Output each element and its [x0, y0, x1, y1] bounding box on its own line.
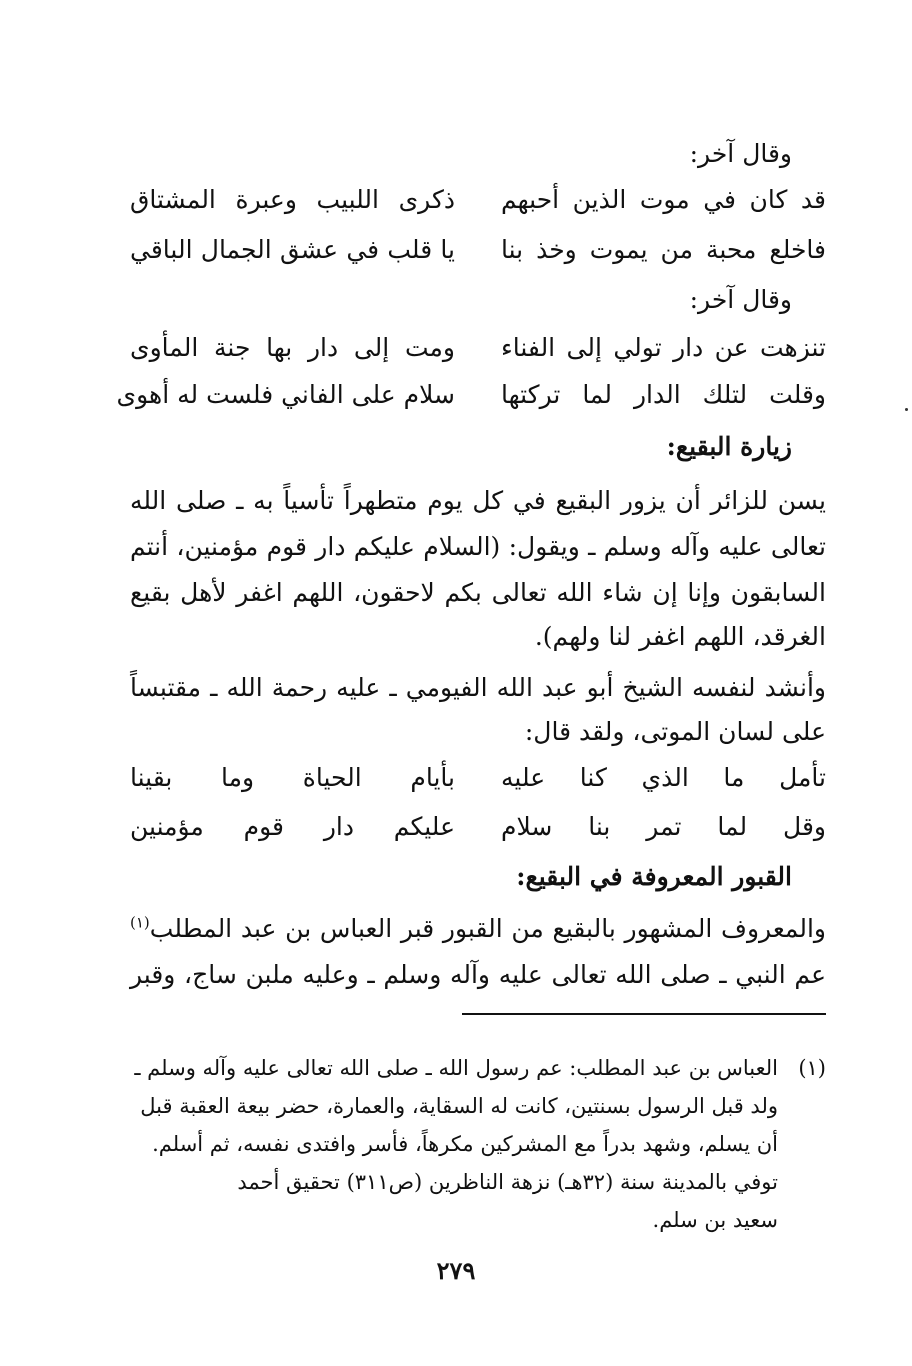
verse-second-hemistich: ومت إلى دار بها جنة المأوى [130, 333, 455, 362]
verse-second-hemistich: بأيام الحياة وما بقينا [130, 763, 455, 792]
footnote-line: توفي بالمدينة سنة (٣٢هـ) نزهة الناظرين (ص٣١١) تحقيق أحمد [237, 1170, 778, 1194]
poem-intro: وقال آخر: [689, 139, 792, 168]
paragraph-line [130, 912, 826, 946]
verse-first-hemistich: وقلت لتلك الدار لما تركتها [501, 380, 826, 409]
page-number: ٢٧٩ [436, 1256, 476, 1285]
verse-second-hemistich: يا قلب في عشق الجمال الباقي [130, 235, 455, 264]
poem-verse [130, 230, 826, 270]
paragraph-line: الغرقد، اللهم اغفر لنا ولهم). [534, 622, 826, 651]
poem-verse [130, 807, 826, 847]
section-heading: زيارة البقيع: [666, 432, 792, 461]
paragraph-line: يسن للزائر أن يزور البقيع في كل يوم متطهراً تأسياً به ـ صلى الله [130, 486, 826, 515]
scan-speck [905, 408, 908, 411]
footnote-line: العباس بن عبد المطلب: عم رسول الله ـ صلى الله تعالى عليه وآله وسلم ـ [134, 1056, 778, 1080]
verse-second-hemistich: عليكم دار قوم مؤمنين [130, 812, 455, 841]
poem-verse [130, 180, 826, 220]
paragraph-line: عم النبي ـ صلى الله تعالى عليه وآله وسلم ـ وعليه ملبن ساج، وقبر [130, 960, 826, 989]
section-heading: القبور المعروفة في البقيع: [516, 862, 792, 891]
footnote-marker: (١) [798, 1056, 826, 1080]
verse-second-hemistich: سلام على الفاني فلست له أهوى [116, 380, 455, 409]
verse-first-hemistich: تنزهت عن دار تولي إلى الفناء [501, 333, 826, 362]
footnote-separator [462, 1013, 826, 1015]
paragraph-line: وأنشد لنفسه الشيخ أبو عبد الله الفيومي ـ عليه رحمة الله ـ مقتبساً [130, 673, 826, 702]
paragraph-line: السابقون وإنا إن شاء الله تعالى بكم لاحقون، اللهم اغفر لأهل بقيع [130, 578, 826, 607]
poem-verse [130, 328, 826, 368]
footnote-line: أن يسلم، وشهد بدراً مع المشركين مكرهاً، فأسر وافتدى نفسه، ثم أسلم. [152, 1132, 778, 1156]
verse-second-hemistich: ذكرى اللبيب وعبرة المشتاق [130, 185, 455, 214]
poem-intro: وقال آخر: [689, 285, 792, 314]
verse-first-hemistich: قد كان في موت الذين أحبهم [501, 185, 826, 214]
paragraph-line: على لسان الموتى، ولقد قال: [524, 717, 826, 746]
paragraph-text: والمعروف المشهور بالبقيع من القبور قبر العباس بن عبد المطلب [149, 914, 826, 943]
paragraph-line: تعالى عليه وآله وسلم ـ ويقول: (السلام عليكم دار قوم مؤمنين، أنتم [130, 532, 826, 561]
verse-first-hemistich: تأمل ما الذي كنا عليه [501, 763, 826, 792]
verse-first-hemistich: فاخلع محبة من يموت وخذ بنا [501, 235, 826, 264]
poem-verse [116, 375, 826, 415]
footnote-line: سعيد بن سلم. [652, 1208, 778, 1232]
footnote-line: ولد قبل الرسول بسنتين، كانت له السقاية، والعمارة، حضر بيعة العقبة قبل [140, 1094, 778, 1118]
poem-verse [130, 758, 826, 798]
verse-first-hemistich: وقل لما تمر بنا سلام [501, 812, 826, 841]
footnote-reference: (١) [130, 913, 150, 932]
